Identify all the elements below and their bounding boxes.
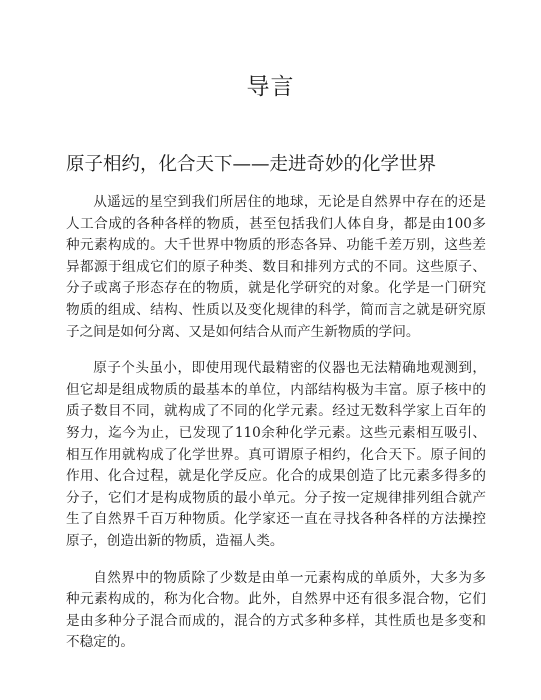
paragraph-1: 从遥远的星空到我们所居住的地球，无论是自然界中存在的还是人工合成的各种各样的物质，甚至包括我们人体自身，都是由100多种元素构成的。大千世界中物质的形态各异、功能千差万别，这些差异都源于组成它们的原子种类、数目和排列方式的不同。这些原子、分子或离子形态存在的物质，就是化学研究的对象。化学是一门研究物质的组成、结构、性质以及变化规律的科学，简而言之就是研究原子之间是如何分离、又是如何结合从而产生新物质的学问。: [66, 194, 486, 340]
section-heading: 原子相约，化合天下——走进奇妙的化学世界: [66, 154, 437, 175]
paragraph-3: 自然界中的物质除了少数是由单一元素构成的单质外，大多为多种元素构成的，称为化合物。此外，自然界中还有很多混合物，它们是由多种分子混合而成的，混合的方式多种多样，其性质也是多变和不稳定的。: [66, 569, 486, 651]
paragraph-2: 原子个头虽小，即使用现代最精密的仪器也无法精确地观测到，但它却是组成物质的最基本的单位，内部结构极为丰富。原子核中的质子数目不同，就构成了不同的化学元素。经过无数科学家上百年的努力，迄今为止，已发现了110余种化学元素。这些元素相互吸引、相互作用就构成了化学世界。真可谓原子相约，化合天下。原子间的作用、化合过程，就是化学反应。化合的成果创造了比元素多得多的分子，它们才是构成物质的最小单元。分子按一定规律排列组合就产生了自然界千百万种物质。化学家还一直在寻找各种各样的方法操控原子，创造出新的物质，造福人类。: [66, 360, 486, 549]
body-text: [66, 192, 486, 669]
chapter-title: 导言: [246, 74, 295, 100]
